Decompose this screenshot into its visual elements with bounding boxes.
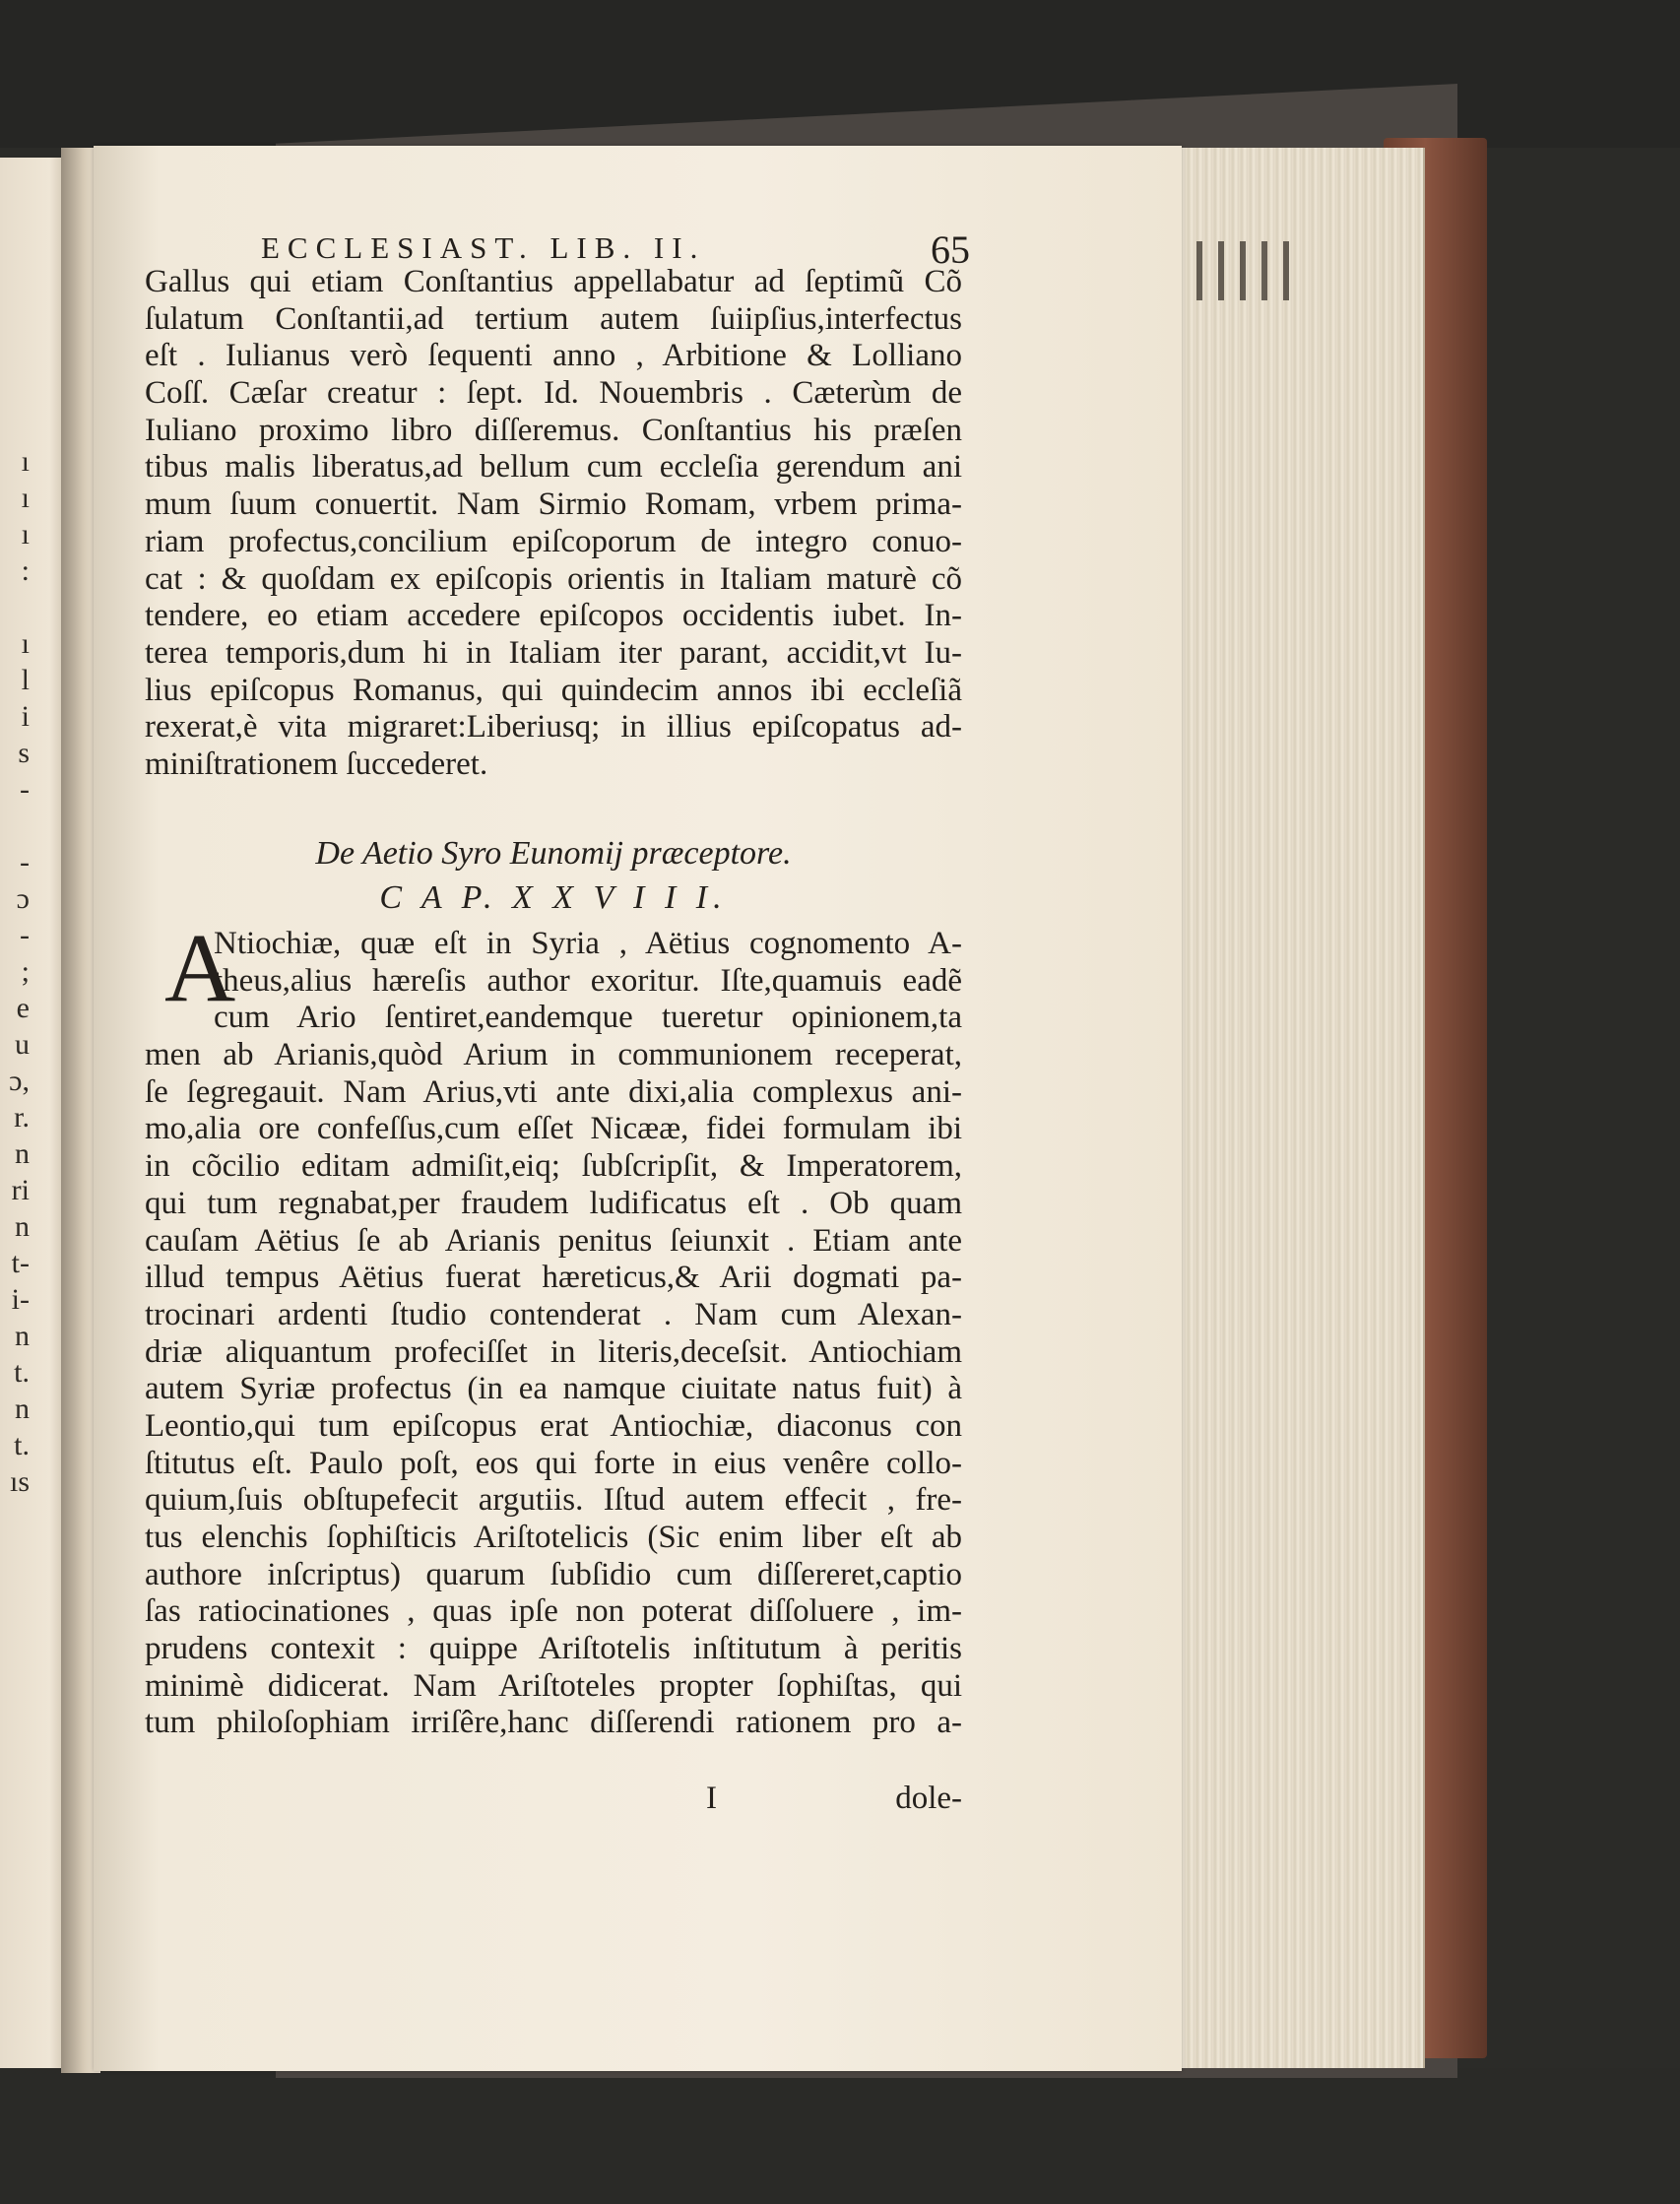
text-line: cat : & quoſdam ex epiſcopis orientis in Italiam maturè cõ: [145, 560, 962, 597]
text-line: lius epiſcopus Romanus, qui quindecim annos ibi eccleſiã: [145, 672, 962, 708]
page-block-fore-edge: [1177, 148, 1425, 2068]
verso-fragment: n: [15, 1137, 30, 1170]
text-line: mum ſuum conuertit. Nam Sirmio Romam, vrbem prima-: [145, 486, 962, 523]
verso-fragment: [0, 589, 30, 625]
text-line: driæ aliquantum profeciſſet in literis,deceſsit. Antiochiam: [145, 1333, 962, 1370]
verso-fragment: -: [20, 919, 30, 951]
text-line: minimè didicerat. Nam Ariſtoteles propter ſophiſtas, qui: [145, 1667, 962, 1704]
verso-fragment: i-: [11, 1283, 30, 1316]
verso-fragment: ı: [21, 627, 30, 660]
text-line: illud tempus Aëtius fuerat hæreticus,& Arii dogmati pa-: [145, 1260, 962, 1296]
verso-fragment: ı: [21, 518, 30, 551]
text-line: prudens contexit : quippe Ariſtotelis inſtitutum à peritis: [145, 1631, 962, 1667]
chapter-number: C A P. X X V I I I.: [379, 879, 728, 916]
text-line: tibus malis liberatus,ad bellum cum eccleſia gerendum ani: [145, 449, 962, 486]
text-line: quium,ſuis obſtupefecit argutiis. Iſtud autem effecit , fre-: [145, 1482, 962, 1519]
verso-fragment: s: [18, 737, 30, 769]
text-line: ſe ſegregauit. Nam Arius,vti ante dixi,alia complexus ani-: [145, 1073, 962, 1110]
text-line: rexerat,è vita migraret:Liberiusq; in illius epiſcopatus ad-: [145, 709, 962, 745]
paragraph-1: [145, 264, 962, 784]
text-line: trocinari ardenti ſtudio contenderat . Nam cum Alexan-: [145, 1296, 962, 1332]
text-line: Iuliano proximo libro diſſeremus. Conſtantius his præſen: [145, 412, 962, 448]
running-head-title: ECCLESIAST. LIB. II.: [261, 230, 706, 265]
verso-fragment: n: [15, 1393, 30, 1425]
text-line: cum Ario ſentiret,eandemque tueretur opinionem,ta: [214, 1000, 962, 1036]
paragraph-2: [145, 913, 962, 1742]
text-line: Gallus qui etiam Conſtantius appellabatur ad ſeptimũ Cõ: [145, 264, 962, 299]
text-line: miniſtrationem ſuccederet.: [145, 745, 488, 782]
verso-fragment: ı: [21, 445, 30, 478]
text-line: terea temporis,dum hi in Italiam iter parant, accidit,vt Iu-: [145, 634, 962, 671]
verso-text-fragments: [0, 443, 30, 1500]
text-line: ſas ratiocinationes , quas ipſe non poterat diſſoluere , im-: [145, 1593, 962, 1630]
page-footer: [145, 1781, 962, 1820]
verso-fragment: ıs: [9, 1465, 30, 1498]
drop-cap-initial: A: [164, 913, 236, 1022]
background-bottom: [0, 2068, 1680, 2204]
text-line: tendere, eo etiam accedere epiſcopos occidentis iubet. In-: [145, 598, 962, 634]
verso-fragment: t.: [14, 1429, 30, 1461]
text-line: mo,alia ore confeſſus,cum eſſet Nicææ, fidei formulam ibi: [145, 1111, 962, 1147]
text-line: Coſſ. Cæſar creatur : ſept. Id. Nouembris . Cæterùm de: [145, 375, 962, 412]
verso-fragment: ɔ,: [9, 1065, 30, 1097]
text-line: ſtitutus eſt. Paulo poſt, eos qui forte in eius venêre collo-: [145, 1445, 962, 1481]
chapter-title: De Aetio Syro Eunomij præceptore.: [315, 835, 792, 872]
catchword: dole-: [895, 1781, 962, 1816]
verso-fragment: ɔ: [16, 882, 30, 915]
text-line: Ntiochiæ, quæ eſt in Syria , Aëtius cognomento A-: [214, 926, 962, 961]
text-line: authore inſcriptus) quarum ſubſidio cum diſſereret,captio: [145, 1556, 962, 1592]
text-line: qui tum regnabat,per fraudem ludificatus eſt . Ob quam: [145, 1185, 962, 1221]
text-line: Leontio,qui tum epiſcopus erat Antiochiæ, diaconus con: [145, 1407, 962, 1444]
text-line: theus,alius hæreſis author exoritur. Iſte,quamuis eadẽ: [214, 962, 962, 999]
verso-fragment: e: [16, 992, 30, 1024]
text-line: cauſam Aëtius ſe ab Arianis penitus ſeiunxit . Etiam ante: [145, 1222, 962, 1259]
text-line: tus elenchis ſophiſticis Ariſtotelicis (Sic enim liber eſt ab: [145, 1520, 962, 1555]
paragraph-2-full-lines: [145, 1037, 962, 1742]
verso-fragment: t.: [14, 1356, 30, 1389]
verso-fragment: ri: [11, 1174, 30, 1206]
verso-fragment: ;: [21, 955, 30, 988]
fore-edge-ink-mark: [1196, 241, 1290, 300]
text-line: ſulatum Conſtantii,ad tertium autem ſuiipſius,interfectus: [145, 300, 962, 337]
paragraph-2-indented-lines: [145, 913, 962, 1037]
verso-fragment: ı: [21, 482, 30, 514]
text-line: autem Syriæ profectus (in ea namque ciuitate natus fuit) à: [145, 1371, 962, 1407]
text-line: eſt . Iulianus verò ſequenti anno , Arbitione & Lolliano: [145, 338, 962, 374]
verso-fragment: -: [20, 846, 30, 878]
page-number: 65: [931, 227, 970, 272]
text-line: tum philoſophiam irriſêre,hanc diſſerendi rationem pro a-: [145, 1705, 962, 1741]
verso-fragment: u: [15, 1028, 30, 1061]
verso-fragment: -: [20, 773, 30, 806]
verso-fragment: t-: [11, 1247, 30, 1279]
text-line: riam profectus,concilium epiſcoporum de integro conuo-: [145, 523, 962, 559]
verso-fragment: :: [21, 554, 30, 587]
text-line: men ab Arianis,quòd Arium in communionem receperat,: [145, 1037, 962, 1073]
signature-mark: I: [706, 1781, 717, 1816]
verso-fragment: r.: [14, 1101, 30, 1134]
verso-fragment: n: [15, 1210, 30, 1243]
verso-fragment: l: [21, 664, 30, 696]
verso-fragment: n: [15, 1320, 30, 1352]
verso-fragment: [0, 808, 30, 844]
text-line: in cõcilio editam admiſit,eiq; ſubſcripſit, & Imperatorem,: [145, 1148, 962, 1185]
verso-fragment: i: [21, 700, 30, 733]
